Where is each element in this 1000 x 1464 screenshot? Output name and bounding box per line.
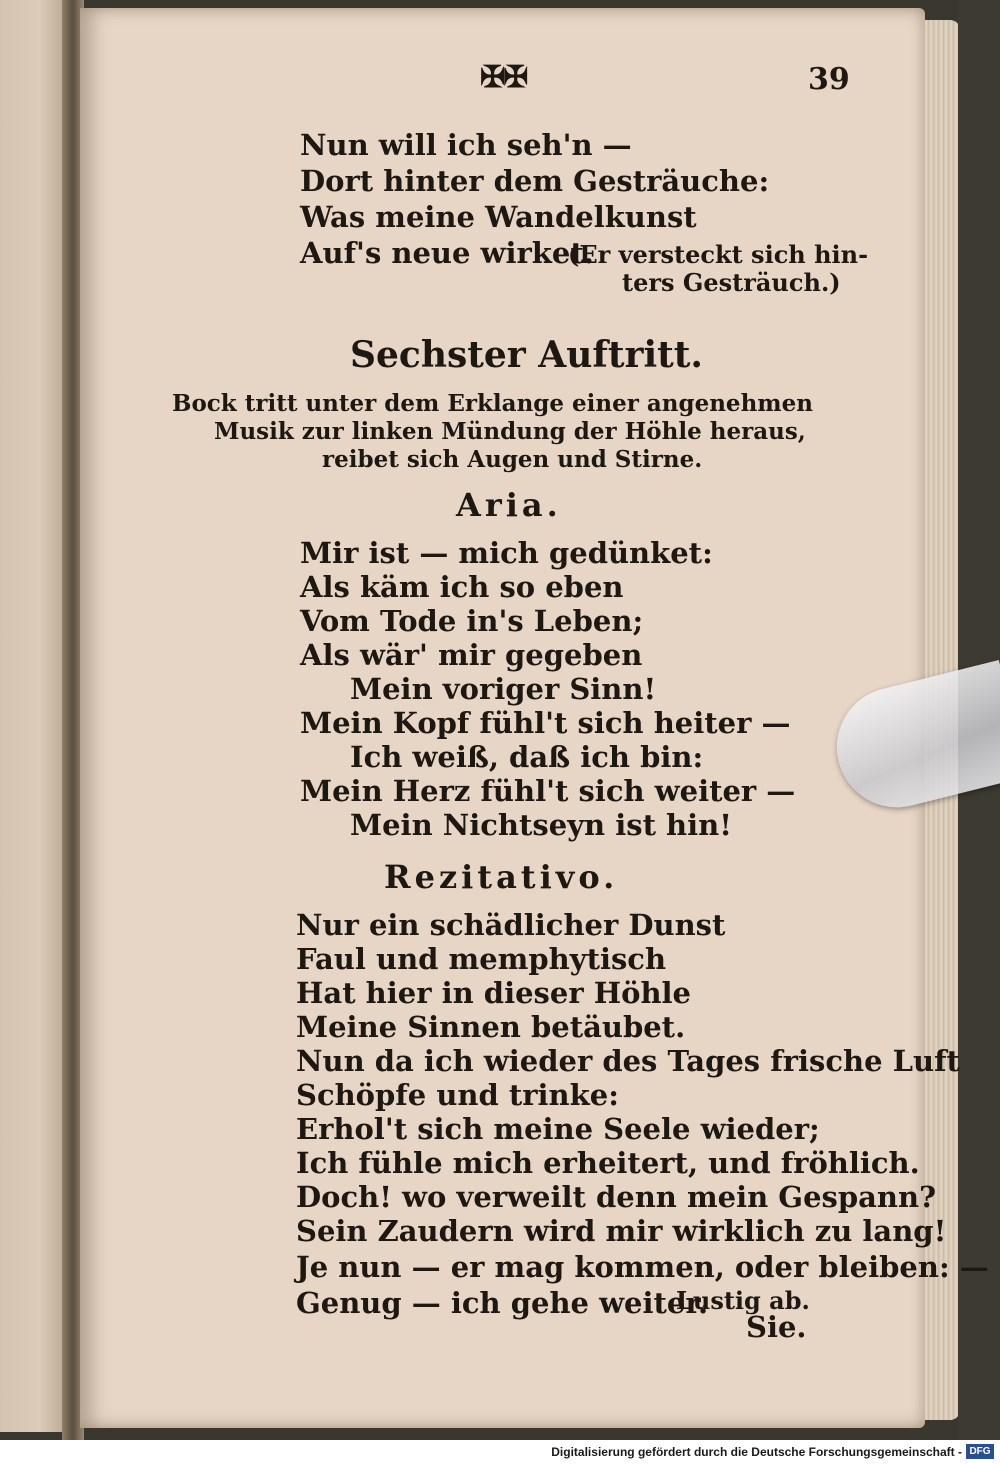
verse-line: Was meine Wandelkunst bbox=[300, 200, 697, 234]
recitativo-line: Hat hier in dieser Höhle bbox=[296, 976, 691, 1010]
recitativo-line: Nur ein schädlicher Dunst bbox=[296, 908, 726, 942]
catchword: Sie. bbox=[746, 1310, 807, 1344]
aria-line: Ich weiß, daß ich bin: bbox=[350, 740, 704, 774]
aria-line: Als käm ich so eben bbox=[300, 570, 624, 604]
verse-line: Nun will ich seh'n — bbox=[300, 128, 632, 162]
recitativo-line: Sein Zaudern wird mir wirklich zu lang! bbox=[296, 1214, 947, 1248]
stage-direction: ters Gesträuch.) bbox=[622, 268, 841, 297]
aria-line: Mein Nichtseyn ist hin! bbox=[350, 808, 732, 842]
funding-credit: Digitalisierung gefördert durch die Deutsche Forschungsgemeinschaft - bbox=[551, 1445, 962, 1459]
left-page-edge bbox=[0, 0, 66, 1432]
recitativo-line: Meine Sinnen betäubet. bbox=[296, 1010, 686, 1044]
scene-description-line: Bock tritt unter dem Erklange einer angenehmen bbox=[172, 390, 813, 417]
aria-line: Mein Herz fühl't sich weiter — bbox=[300, 774, 796, 808]
recitativo-line: Faul und memphytisch bbox=[296, 942, 667, 976]
aria-line: Mir ist — mich gedünket: bbox=[300, 536, 713, 570]
verse-line: Dort hinter dem Gesträuche: bbox=[300, 164, 770, 198]
recitativo-heading: Rezitativo. bbox=[384, 858, 619, 896]
recitativo-line: Ich fühle mich erheitert, und fröhlich. bbox=[296, 1146, 920, 1180]
header-ornament: ✠✠ bbox=[480, 60, 527, 95]
scene-description-line: Musik zur linken Mündung der Höhle heraus, bbox=[214, 418, 806, 445]
exit-stage-direction: Lustig ab. bbox=[676, 1286, 810, 1315]
recitativo-line: Nun da ich wieder des Tages frische Luft bbox=[296, 1044, 960, 1078]
aria-heading: Aria. bbox=[456, 486, 562, 524]
verse-line: Auf's neue wirket. bbox=[300, 236, 594, 270]
scene-heading: Sechster Auftritt. bbox=[350, 334, 703, 376]
dfg-logo-icon: DFG bbox=[966, 1444, 994, 1459]
aria-line: Als wär' mir gegeben bbox=[300, 638, 643, 672]
footer-bar bbox=[0, 1440, 1000, 1464]
recitativo-line: Schöpfe und trinke: bbox=[296, 1078, 619, 1112]
scene-description-line: reibet sich Augen und Stirne. bbox=[322, 446, 703, 473]
recitativo-line: Doch! wo verweilt denn mein Gespann? bbox=[296, 1180, 937, 1214]
stage-direction: (Er versteckt sich hin- bbox=[568, 240, 869, 269]
aria-line: Vom Tode in's Leben; bbox=[300, 604, 644, 638]
aria-line: Mein voriger Sinn! bbox=[350, 672, 657, 706]
recitativo-line: Je nun — er mag kommen, oder bleiben: — bbox=[296, 1250, 989, 1284]
page-number: 39 bbox=[808, 62, 850, 97]
recitativo-line: Erhol't sich meine Seele wieder; bbox=[296, 1112, 820, 1146]
aria-line: Mein Kopf fühl't sich heiter — bbox=[300, 706, 791, 740]
recitativo-line: Genug — ich gehe weiter. bbox=[296, 1286, 709, 1320]
